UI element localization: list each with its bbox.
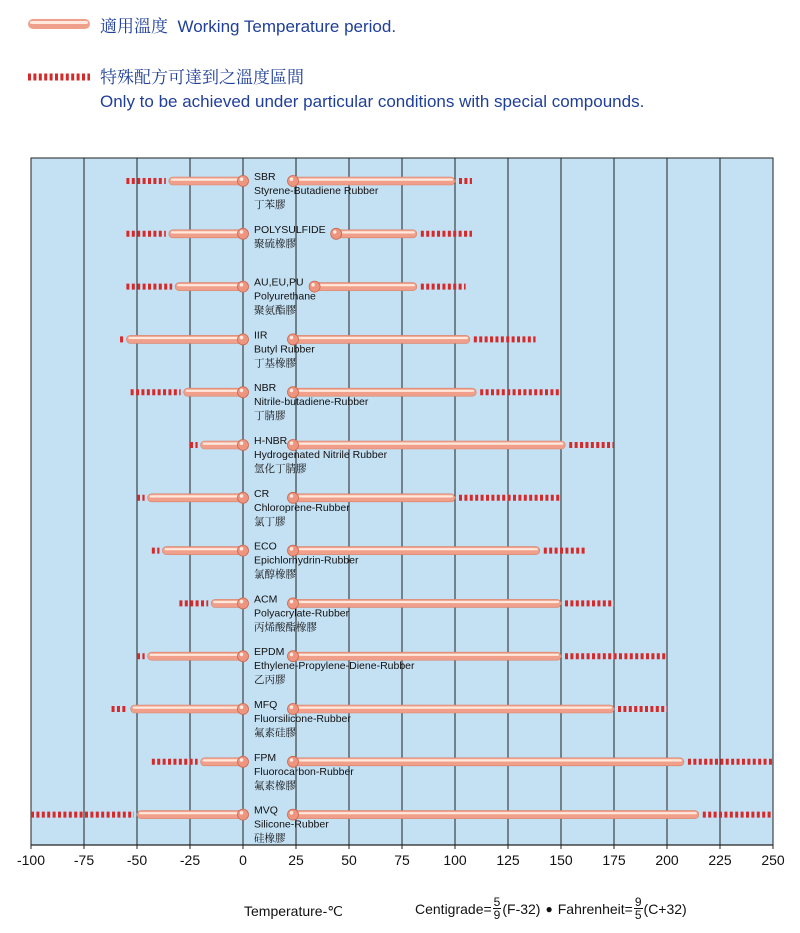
working-range-low-highlight [203,443,241,445]
working-range-high [293,652,561,660]
working-legend-en: Working Temperature period. [177,17,397,36]
working-range-low-highlight [186,390,241,392]
temperature-axis-label [244,903,343,920]
centigrade-fraction [493,896,502,921]
x-tick-label: 250 [761,852,785,868]
x-tick-label: 150 [549,852,573,868]
rubber-english-name: Polyurethane [254,290,316,303]
rubber-chinese-name: 氯醇橡膠 [254,568,296,581]
zero-marker-shine [240,547,244,551]
working-range-low [162,547,243,555]
zero-marker [238,334,249,345]
x-tick-label: 25 [288,852,304,868]
bullet-separator: ● [545,901,553,916]
working-range-high [336,230,417,238]
rubber-chinese-name: 聚氨酯膠 [254,304,296,317]
zero-marker [238,492,249,503]
working-range-high-highlight [295,495,453,497]
working-range-low [126,335,243,343]
x-tick-label: 175 [602,852,626,868]
zero-marker [238,598,249,609]
range-marker-shine [333,230,337,234]
working-range-low-highlight [203,759,241,761]
range-marker-shine [290,600,294,604]
working-range-high [315,283,417,291]
rubber-chinese-name: 氟素硅膠 [254,727,296,739]
zero-marker [238,228,249,239]
temperature-label: Temperature-℃ [244,903,343,919]
fahrenheit-denominator: 5 [634,908,642,922]
working-range-high-highlight [295,707,612,709]
zero-marker [238,704,249,715]
working-range-low [175,283,243,291]
rubber-code: ACM [254,593,278,606]
zero-marker [238,176,249,187]
rubber-chinese-name: 丁基橡膠 [254,357,296,370]
rubber-english-name: Polyacrylate-Rubber [254,607,350,620]
rubber-code: CR [254,487,270,500]
working-range-low-highlight [133,707,241,709]
rubber-code: EPDM [254,646,285,659]
working-range-low-highlight [177,284,241,286]
range-marker-shine [290,758,294,762]
rubber-chinese-name: 氯丁膠 [254,515,286,528]
fahrenheit-fraction [634,896,643,921]
rubber-code: POLYSULFIDE [254,223,326,236]
conversion-formula [415,896,687,921]
rubber-chinese-name: 乙丙膠 [254,674,286,687]
working-range-high-highlight [295,548,538,550]
working-range-low-highlight [150,654,241,656]
special-legend-zh: 特殊配方可達到之溫度區間 [100,68,304,87]
working-range-low-highlight [171,231,241,233]
special-legend-en: Only to be achieved under particular conditions with special compounds. [100,92,645,111]
x-tick-label: 200 [655,852,679,868]
working-range-low-highlight [128,337,241,339]
rubber-english-name: Styrene-Butadiene Rubber [254,185,379,197]
working-range-low-highlight [150,495,241,497]
working-range-high [293,599,561,607]
working-range-high [293,811,699,819]
range-marker-shine [290,177,294,181]
x-tick-label: 50 [341,852,357,868]
rubber-chinese-name: 硅橡膠 [254,832,286,845]
zero-marker-shine [240,336,244,340]
working-range-high [293,547,540,555]
working-range-low [148,652,243,660]
working-range-high-highlight [295,390,474,392]
x-tick-label: -25 [179,852,201,868]
working-range-high [293,494,455,502]
zero-marker-shine [240,811,244,815]
range-marker-shine [290,494,294,498]
rubber-code: MFQ [254,699,278,711]
zero-marker [238,440,249,451]
rubber-english-name: Nitrile-butadiene-Rubber [254,396,369,409]
rubber-chinese-name: 丁腈膠 [254,410,286,423]
working-range-low-highlight [171,179,241,181]
centigrade-label: Centigrade= [415,900,492,917]
range-marker [331,228,342,239]
working-range-low-highlight [213,601,241,603]
centigrade-tail: (F-32) [502,900,541,917]
x-tick-label: 225 [708,852,732,868]
working-range-low [131,705,243,713]
rubber-chinese-name: 丙烯酸酯橡膠 [254,621,317,634]
fahrenheit-numerator: 9 [634,895,642,909]
working-range-high-highlight [295,812,697,814]
working-range-high-highlight [295,654,559,656]
rubber-english-name: Chloroprene-Rubber [254,501,350,514]
zero-marker-shine [240,758,244,762]
rubber-code: AU,EU,PU [254,276,304,289]
rubber-code: MVQ [254,804,278,817]
rubber-english-name: Fluorsilicone-Rubber [254,713,351,725]
rubber-code: ECO [254,540,277,553]
x-tick-label: 125 [496,852,520,868]
rubber-english-name: Fluorocarbon-Rubber [254,765,354,778]
zero-marker-shine [240,283,244,287]
rubber-chinese-name: 氫化丁腈膠 [254,463,307,475]
x-tick-label: -75 [73,852,95,868]
working-legend-zh: 適用溫度 [100,17,168,36]
centigrade-denominator: 9 [493,908,501,922]
zero-marker [238,809,249,820]
range-marker-shine [290,811,294,815]
rubber-code: H-NBR [254,435,288,447]
working-range-high [293,335,470,343]
working-range-high [293,758,684,766]
rubber-code: FPM [254,751,277,764]
working-range-high-highlight [338,231,415,233]
rubber-english-name: Silicone-Rubber [254,818,329,831]
working-range-high [293,388,476,396]
working-range-high [293,177,455,185]
x-tick-label: -100 [16,852,46,868]
zero-marker-shine [240,230,244,234]
rubber-code: NBR [254,382,277,395]
zero-marker-shine [240,653,244,657]
range-marker-shine [290,389,294,393]
rubber-english-name: Butyl Rubber [254,343,315,356]
working-range-high-highlight [317,284,415,286]
x-tick-label: 100 [443,852,467,868]
fahrenheit-label: Fahrenheit= [557,900,633,917]
zero-marker-shine [240,441,244,445]
centigrade-numerator: 5 [493,895,501,909]
range-marker-shine [290,705,294,709]
fahrenheit-tail: (C+32) [643,900,687,917]
zero-marker-shine [240,494,244,498]
zero-marker [238,545,249,556]
working-range-high-highlight [295,337,468,339]
working-range-high-highlight [295,443,563,445]
range-marker-shine [311,283,315,287]
range-marker-shine [290,441,294,445]
zero-marker [238,651,249,662]
zero-marker-shine [240,177,244,181]
range-marker-shine [290,547,294,551]
range-marker-shine [290,336,294,340]
working-range-low-highlight [139,812,241,814]
rubber-code: IIR [254,329,268,342]
working-range-high-highlight [295,601,559,603]
zero-marker-shine [240,389,244,393]
working-range-low [184,388,243,396]
rubber-chinese-name: 氟素橡膠 [254,779,296,792]
working-range-low [201,758,243,766]
working-range-low [148,494,243,502]
working-range-low [169,177,243,185]
rubber-english-name: Hydrogenated Nitrile Rubber [254,449,388,461]
working-range-low [137,811,243,819]
rubber-code: SBR [254,171,276,183]
zero-marker [238,756,249,767]
working-range-high [293,441,565,449]
x-tick-label: 75 [394,852,410,868]
x-tick-label: 0 [239,852,247,868]
range-marker-shine [290,653,294,657]
zero-marker [238,387,249,398]
zero-marker-shine [240,705,244,709]
rubber-chinese-name: 丁苯膠 [254,199,286,211]
rubber-english-name: Epichlorhydrin-Rubber [254,554,359,567]
working-range-high-highlight [295,759,682,761]
zero-marker-shine [240,600,244,604]
working-range-low-highlight [164,548,241,550]
working-range-high-highlight [295,179,453,181]
working-range-low [201,441,243,449]
rubber-chinese-name: 聚硫橡膠 [254,237,296,250]
working-range-low [169,230,243,238]
rubber-english-name: Ethylene-Propylene-Diene-Rubber [254,660,415,673]
working-range-high [293,705,614,713]
x-tick-label: -50 [126,852,148,868]
zero-marker [238,281,249,292]
